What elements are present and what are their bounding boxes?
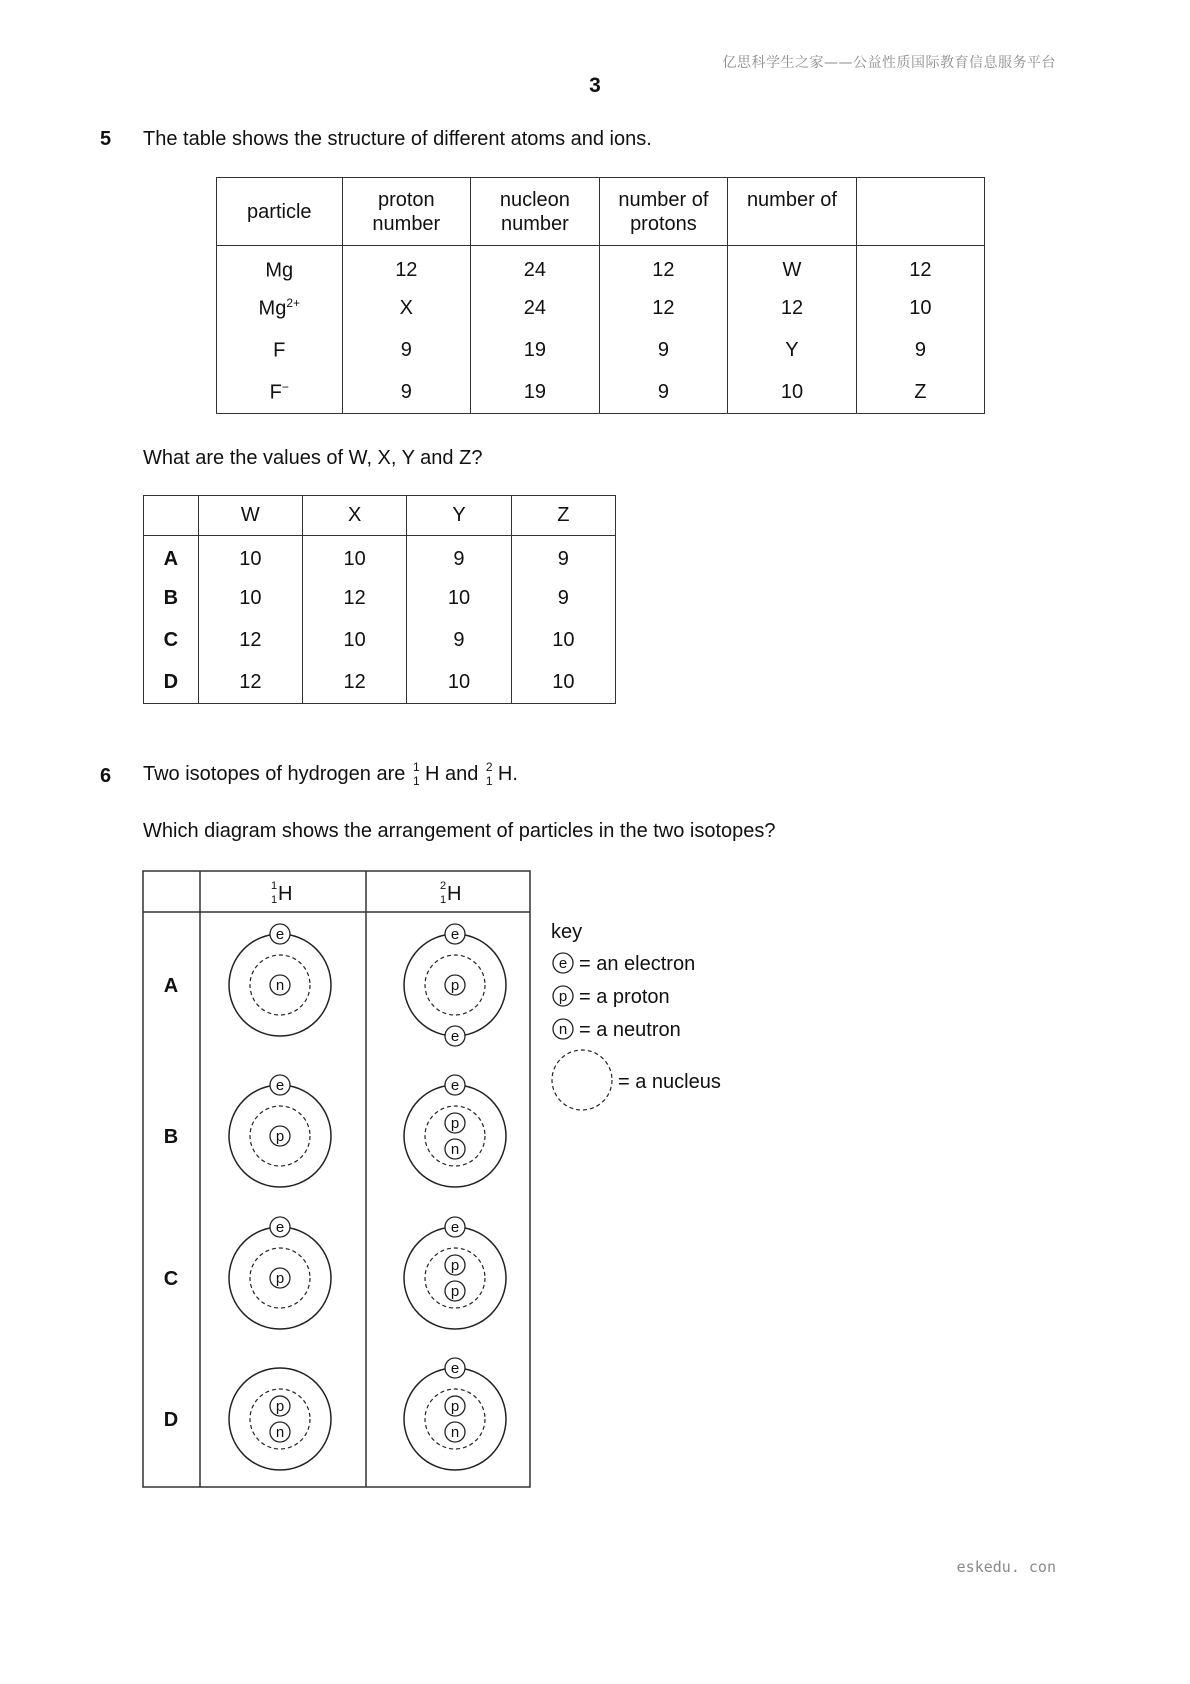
svg-text:n: n [275, 1424, 285, 1441]
particle-cell: Mg [217, 246, 343, 288]
atomic-number: 1 [271, 894, 278, 906]
table-cell: W [728, 246, 857, 288]
table-cell: 12 [728, 288, 857, 330]
svg-text:e: e [450, 926, 460, 943]
electron [270, 1217, 290, 1237]
svg-text:p: p [275, 1270, 285, 1287]
svg-text:= a nucleus: = a nucleus [618, 1071, 721, 1093]
proton [445, 1281, 465, 1301]
table-cell: 19 [471, 372, 600, 414]
mass-number: 1 [271, 880, 278, 892]
mass-number: 2 [440, 880, 447, 892]
table-cell: Z [856, 372, 984, 414]
proton [445, 1113, 465, 1133]
options-header-x: X [303, 496, 407, 536]
options-header-w: W [198, 496, 302, 536]
option-value: 12 [303, 578, 407, 620]
diagram-option-label-a[interactable]: A [163, 975, 179, 997]
proton [445, 975, 465, 995]
key-nucleus-icon [552, 1050, 612, 1110]
option-label[interactable]: A [144, 536, 199, 578]
particle-cell: $Mg^{2+}$ [217, 288, 343, 330]
stem-prefix: Two isotopes of hydrogen are [143, 763, 406, 785]
particle-cell: F [217, 330, 343, 372]
neutron [270, 1422, 290, 1442]
electron [445, 1075, 465, 1095]
key-neutron-icon [553, 1019, 573, 1039]
isotope-atoms [229, 924, 506, 1470]
svg-text:= a proton: = a proton [579, 986, 670, 1008]
electron-shell [404, 1227, 506, 1329]
option-value: 12 [198, 620, 302, 662]
option-value: 10 [198, 536, 302, 578]
option-value: 10 [511, 662, 615, 704]
option-label[interactable]: B [144, 578, 199, 620]
isotope-diagram-grid [143, 871, 530, 1487]
question-5-prompt: What are the values of W, X, Y and Z? [143, 447, 483, 469]
isotope-notation-2: 2 1 [485, 759, 493, 788]
isotope-2-symbol: H [497, 763, 513, 785]
svg-text:e: e [450, 1219, 460, 1236]
svg-text:n: n [275, 977, 285, 994]
question-6-prompt: Which diagram shows the arrangement of particles in the two isotopes? [143, 820, 776, 842]
key-nucleus [552, 1050, 721, 1110]
option-label[interactable]: D [144, 662, 199, 704]
option-value: 9 [511, 578, 615, 620]
option-value: 10 [407, 662, 511, 704]
svg-text:e: e [450, 1360, 460, 1377]
svg-text:p: p [275, 1398, 285, 1415]
table-cell: 12 [599, 288, 728, 330]
svg-text:e: e [275, 1077, 285, 1094]
svg-text:n: n [450, 1141, 460, 1158]
particle-cell: F− [217, 372, 343, 414]
options-header-y: Y [407, 496, 511, 536]
atom-c-isotope-1 [229, 1217, 331, 1329]
svg-text:p: p [558, 988, 568, 1005]
atom-a-isotope-1 [229, 924, 331, 1036]
key-proton-icon [553, 986, 573, 1006]
neutron [445, 1139, 465, 1159]
question-5-stem: The table shows the structure of different atoms and ions. [143, 128, 652, 150]
svg-text:n: n [450, 1424, 460, 1441]
header-particle: particle [217, 178, 343, 246]
options-header-z: Z [511, 496, 615, 536]
atom-b-isotope-2 [404, 1075, 506, 1187]
option-value: 12 [303, 662, 407, 704]
electron [270, 924, 290, 944]
header-number-of: number of [728, 178, 857, 246]
atom-a-isotope-2 [404, 924, 506, 1046]
electron-shell [229, 1368, 331, 1470]
option-value: 10 [303, 620, 407, 662]
proton [445, 1396, 465, 1416]
atomic-number: 1 [440, 894, 447, 906]
atom-c-isotope-2 [404, 1217, 506, 1329]
svg-text:= an electron: = an electron [579, 953, 696, 975]
electron [445, 1358, 465, 1378]
svg-text:e: e [275, 926, 285, 943]
header-isotope-2 [440, 880, 461, 906]
key-title: key [551, 921, 583, 943]
svg-text:p: p [450, 977, 460, 994]
element-symbol: H [278, 883, 293, 905]
table-cell: 9 [599, 330, 728, 372]
element-symbol: H [447, 883, 462, 905]
atom-b-isotope-1 [229, 1075, 331, 1187]
stem-suffix: . [512, 763, 518, 785]
table-cell: 9 [342, 372, 471, 414]
proton [270, 1268, 290, 1288]
svg-text:e: e [450, 1028, 460, 1045]
key-proton [553, 986, 670, 1008]
table-cell: 12 [342, 246, 471, 288]
atom-d-isotope-2 [404, 1358, 506, 1470]
table-cell: 24 [471, 288, 600, 330]
footer-text: eskedu. con [956, 1558, 1056, 1576]
electron [445, 924, 465, 944]
watermark: 亿思科学生之家——公益性质国际教育信息服务平台 [722, 55, 1056, 71]
header-proton-number: proton number [342, 178, 471, 246]
electron [445, 1217, 465, 1237]
question-6-number: 6 [100, 765, 112, 787]
option-value: 10 [303, 536, 407, 578]
header-number-of-protons: number of protons [599, 178, 728, 246]
option-value: 9 [407, 536, 511, 578]
atom-d-isotope-1 [229, 1368, 331, 1470]
key-neutron [553, 1019, 681, 1041]
svg-text:p: p [450, 1115, 460, 1132]
key-electron-icon [553, 953, 573, 973]
proton [270, 1396, 290, 1416]
header-nucleon-number: nucleon number [471, 178, 600, 246]
electron-shell [404, 1085, 506, 1187]
question-5-number: 5 [100, 128, 112, 150]
option-value: 10 [198, 578, 302, 620]
option-value: 10 [407, 578, 511, 620]
proton [445, 1255, 465, 1275]
table-cell: 9 [342, 330, 471, 372]
svg-text:e: e [558, 955, 568, 972]
option-label[interactable]: C [144, 620, 199, 662]
isotope-notation-1: 1 1 [412, 759, 420, 788]
diagram-option-label-d[interactable]: D [163, 1409, 179, 1431]
table-cell: 19 [471, 330, 600, 372]
table-cell: 10 [728, 372, 857, 414]
electron [445, 1026, 465, 1046]
option-value: 10 [511, 620, 615, 662]
option-value: 12 [198, 662, 302, 704]
table-cell: 9 [599, 372, 728, 414]
key-electron [553, 953, 695, 975]
table-cell: Y [728, 330, 857, 372]
proton [270, 1126, 290, 1146]
stem-and: and [444, 763, 479, 785]
svg-text:n: n [558, 1021, 568, 1038]
diagram-option-label-c[interactable]: C [163, 1268, 179, 1290]
electron-shell [404, 1368, 506, 1470]
table-cell: 9 [856, 330, 984, 372]
table-cell: X [342, 288, 471, 330]
svg-text:e: e [450, 1077, 460, 1094]
svg-text:e: e [275, 1219, 285, 1236]
svg-text:= a neutron: = a neutron [579, 1019, 681, 1041]
table-cell: 10 [856, 288, 984, 330]
table-cell: 24 [471, 246, 600, 288]
neutron [445, 1422, 465, 1442]
svg-text:p: p [275, 1128, 285, 1145]
option-value: 9 [511, 536, 615, 578]
diagram-option-label-b[interactable]: B [163, 1126, 179, 1148]
isotope-1-symbol: H [424, 763, 440, 785]
svg-text:p: p [450, 1398, 460, 1415]
table-cell: 12 [599, 246, 728, 288]
header-isotope-1 [271, 880, 292, 906]
key-group [551, 921, 721, 1110]
svg-text:p: p [450, 1257, 460, 1274]
option-value: 9 [407, 620, 511, 662]
electron [270, 1075, 290, 1095]
neutron [270, 975, 290, 995]
svg-text:p: p [450, 1283, 460, 1300]
isotope-row-labels [164, 975, 178, 1431]
page-number: 3 [589, 74, 601, 97]
table-cell: 12 [856, 246, 984, 288]
